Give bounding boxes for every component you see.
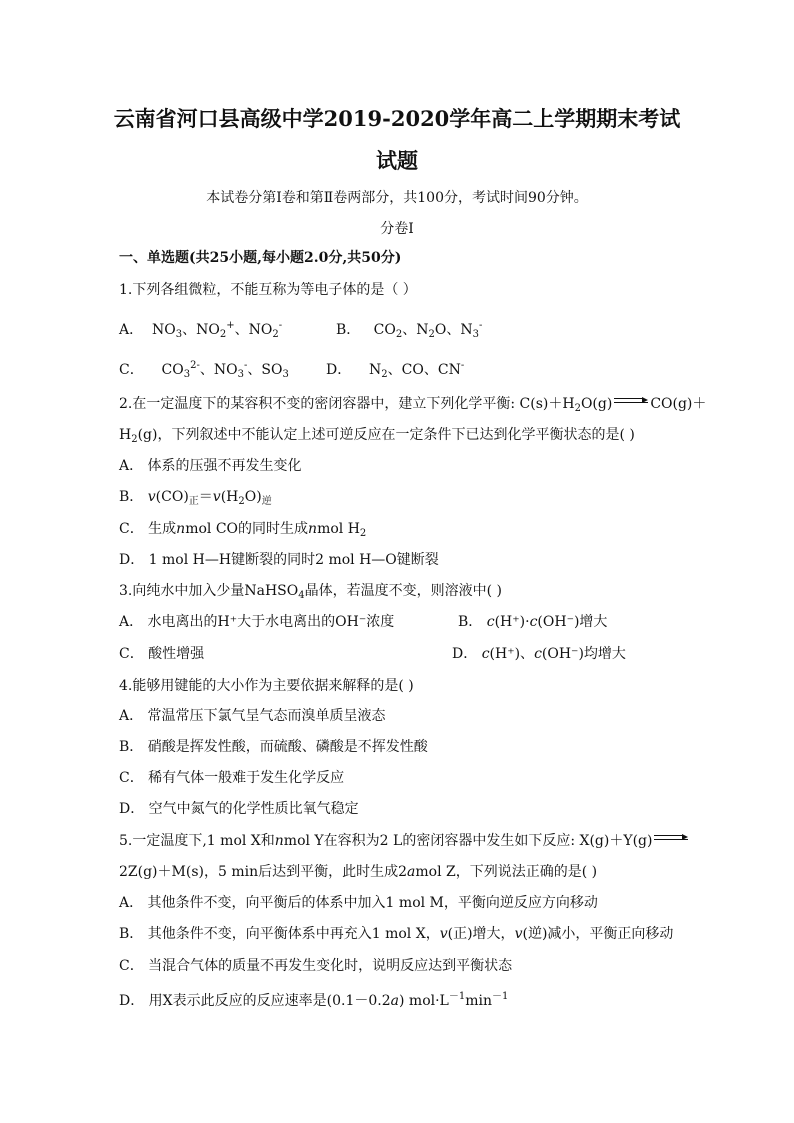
exam-title-line1: 云南省河口县高级中学2019-2020学年高二上学期期末考试 <box>113 106 681 131</box>
q2-stem-line1: 2.在一定温度下的某容积不变的密闭容器中，建立下列化学平衡: $C(s)+H_2O(g)$ CO(g)＋ <box>119 396 707 414</box>
reversible-arrow-icon <box>654 833 688 843</box>
q1-option-b: B． $CO_2$、$N_2O$、$N_3^-$ <box>336 320 483 340</box>
q5-option-a: A． 其他条件不变，向平衡后的体系中加入1 mol M，平衡向逆反应方向移动 <box>119 895 598 911</box>
section-heading: 一、单选题(共25小题,每小题2.0分,共50分) <box>119 250 402 266</box>
q5-option-d: D． 用X表示此反应的反应速率是(0.1－0.2a) $mol\cdot L^{-1}\min^{-1}$ <box>119 991 509 1009</box>
q2-option-c: C． 生成nmol CO的同时生成nmol $H_2$ <box>119 521 367 539</box>
q1-option-a: A． $NO_3$、$NO_2^+$、$NO_2^-$ <box>119 320 283 340</box>
q3-option-d: D． c(H⁺)、c(OH⁻)均增大 <box>452 646 626 662</box>
q4-stem: 4.能够用键能的大小作为主要依据来解释的是( ) <box>119 678 414 694</box>
exam-title-line2: 试题 <box>376 148 418 173</box>
part-label: 分卷I <box>380 221 414 237</box>
q1-stem: 1.下列各组微粒，不能互称为等电子体的是（ ） <box>119 282 417 298</box>
q1-option-c: C． $CO_3^{2-}$、$NO_3^-$、$SO_3$ <box>119 360 289 380</box>
q5-option-b: B． 其他条件不变，向平衡体系中再充入1 mol X，v(正)增大，v(逆)减小，平衡正向移动 <box>119 926 674 942</box>
q4-option-b: B． 硝酸是挥发性酸，而硫酸、磷酸是不挥发性酸 <box>119 739 428 755</box>
q5-option-c: C． 当混合气体的质量不再发生变化时，说明反应达到平衡状态 <box>119 958 513 974</box>
q2-option-d: D． 1 mol H—H键断裂的同时2 mol H—O键断裂 <box>119 552 439 568</box>
exam-intro: 本试卷分第Ⅰ卷和第Ⅱ卷两部分，共100分，考试时间90分钟。 <box>206 190 588 206</box>
q3-option-b: B． c(H⁺)·c(OH⁻)增大 <box>458 614 608 630</box>
q2-option-a: A． 体系的压强不再发生变化 <box>119 458 302 474</box>
reversible-arrow-icon <box>614 396 648 406</box>
q1-option-d: D． $N_2$、CO、CN- <box>326 360 465 380</box>
q4-option-d: D． 空气中氮气的化学性质比氧气稳定 <box>119 801 359 817</box>
q2-stem-line2: $H_2(g)$，下列叙述中不能认定上述可逆反应在一定条件下已达到化学平衡状态的是( ) <box>119 427 635 445</box>
q5-stem-line1: 5.一定温度下,1 mol X和nmol Y在容积为2 L的密闭容器中发生如下反应: X(g)＋Y(g) <box>119 832 690 850</box>
q5-stem-line2: 2Z(g)＋M(s)，5 min后达到平衡，此时生成2amol Z，下列说法正确的是( ) <box>119 864 598 880</box>
q3-stem: 3.向纯水中加入少量NaHSO$_4$晶体，若温度不变，则溶液中( ) <box>119 583 502 601</box>
q3-option-a: A． 水电离出的H⁺大于水电离出的OH⁻浓度 <box>119 614 395 630</box>
q4-option-a: A． 常温常压下氯气呈气态而溴单质呈液态 <box>119 708 386 724</box>
q2-option-b: B． $v(CO)_正=v(H_2O)_逆$ <box>119 489 272 507</box>
q3-option-c: C． 酸性增强 <box>119 646 205 662</box>
q4-option-c: C． 稀有气体一般难于发生化学反应 <box>119 770 345 786</box>
